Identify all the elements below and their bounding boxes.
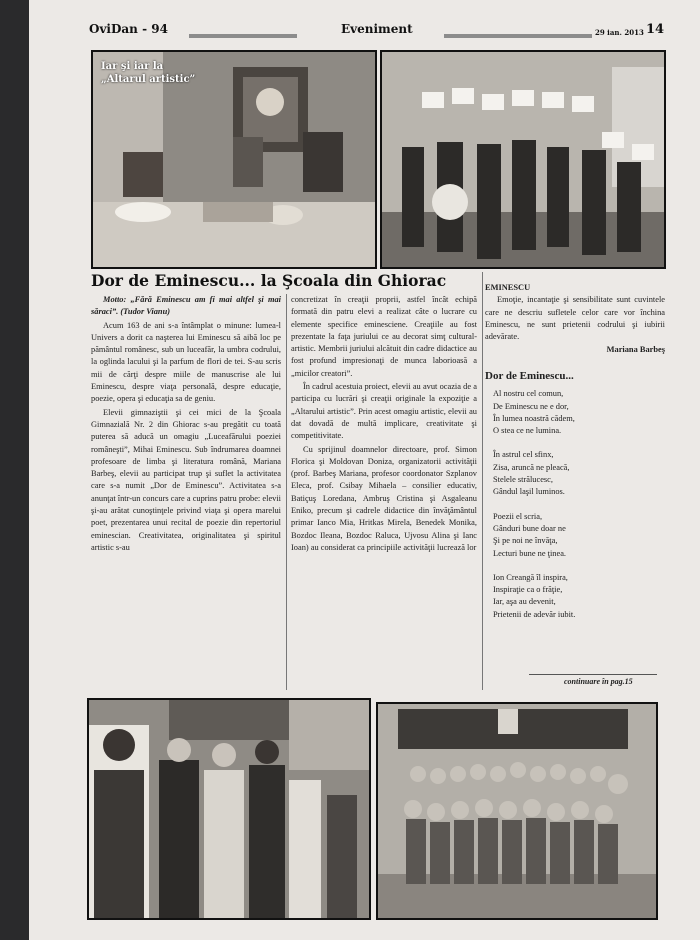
poem-line: Poezii el scria,: [493, 511, 543, 521]
article-paragraph: Elevii gimnaziştii şi cei mici de la Şcoala Gimnazială Nr. 2 din Ghiorac s-au pregătit cu toată puterea să aducă un omagiu „Luceafărului poeziei româneşti”, Mihai Eminescu. Sub îndrumarea doamnei profesoare de limba şi literatura română, Mariana Barbeş, elevii au participat trup şi suflet la activitatea care s-a numit „Dor de Eminescu”. Activitatea s-a anunţat într-un concurs care a cuprins patru probe: elevii şi-au arătat cunoştinţele privind viaţa şi opera marelui poet, prezentarea unui recital de poezie din repertoriul eminescian. Creativitatea, originalitatea şi spiritul artistic s-au: [91, 407, 281, 552]
article-column-1: [91, 294, 281, 690]
poem-line: Zisa, aruncă ne pleacă,: [493, 462, 570, 472]
continued-notice: continuare în pag.15: [564, 677, 633, 686]
publication-name: OviDan - 94: [89, 22, 168, 36]
newspaper-page: [29, 0, 700, 940]
poem-line: O stea ce ne lumina.: [493, 426, 562, 436]
class-group-image: [378, 704, 656, 918]
poem-line: Gândul laşil luminos.: [493, 487, 565, 497]
poem-line: Ion Creangă îl inspira,: [493, 572, 568, 582]
poem-stanza: [485, 449, 645, 498]
poem-line: Lecturi bune ne ţinea.: [493, 548, 567, 558]
poem-stanza: [485, 572, 645, 621]
poem-line: Prietenii de adevăr iubit.: [493, 609, 576, 619]
photo-exhibition: [91, 50, 377, 269]
page-number: 14: [646, 22, 665, 37]
poem-line: Gânduri bune doar ne: [493, 523, 566, 533]
poem-stanza: [485, 511, 645, 560]
article-paragraph: Acum 163 de ani s-a întâmplat o minune: lumea-l Univers a dorit ca naşterea lui Eminescu să aibă loc pe pământul românesc, sub un luceafăr, la umbra codrului, la oglinda lacului şi la parfum de flori de tei. S-au scris mii de cărţi despre miile de manuscrise ale lui Eminescu, despre viaţa personală, despre educaţie, poezie, opera şi educaţia sa de geniu.: [91, 320, 281, 404]
photo-students-papers: [380, 50, 666, 269]
photo-caption: Iar şi iar la „Altarul artistic”: [101, 61, 196, 85]
poem-title: Dor de Eminescu...: [485, 370, 574, 382]
article-column-3: [485, 282, 665, 367]
continued-rule: [529, 674, 657, 675]
poem-line: Şi pe noi ne învăţa,: [493, 536, 558, 546]
performance-image: [89, 700, 369, 918]
issue-date: 29 ian. 2013: [595, 28, 644, 37]
column-divider: [482, 272, 483, 690]
poem: [485, 370, 645, 633]
header-rule-left: [189, 34, 297, 38]
article-paragraph: Cu sprijinul doamnelor directoare, prof. Simon Florica şi Moldovan Doniza, organizatorii activităţii (prof. Barbeş Mariana, profesor coordonator Szplanov Eleca, prof. Csibay Mihaela – consilier educativ, Batiçuş Loredana, Ambruş Cristina şi Asgaleanu Eniko, precum şi cadrele didactice din învăţământul primar Ianco Mia, Hritkas Mirela, Benedek Monika, Bozdoc Ileana, Bozdoc Raluca, Ujvosu Alina şi Ianc Ioan) au considerat ca principiile activităţii lucrează lor: [291, 444, 477, 552]
article-motto: Motto: „Fără Eminescu am fi mai altfel şi mai săraci”. (Tudor Vianu): [91, 295, 281, 317]
poem-line: De Eminescu ne e dor,: [493, 401, 569, 411]
section-title: Eveniment: [341, 22, 413, 36]
article-title: Dor de Eminescu... la Şcoala din Ghiorac: [91, 271, 447, 290]
article-paragraph: Emoţie, incantaţie şi sensibilitate sunt cuvintele care ne descriu sufletele celor care vor închina Eminescu, ne sunt prietenii codrului şi iubirii adevărate.: [485, 295, 665, 342]
photo-performance: [87, 698, 371, 920]
article-paragraph: În cadrul acestuia proiect, elevii au avut ocazia de a participa cu lucrări şi creaţii originale la expoziţie a „Altarului artistic”. Prin acest omagiu artistic, elevii au dat dovadă de multă implicare, creativitate şi competitivitate.: [291, 382, 477, 441]
column-continued-word: EMINESCU: [485, 283, 531, 292]
poem-stanza: [485, 388, 645, 437]
article-column-2: [291, 294, 477, 690]
poem-line: În astrul cel sfinx,: [493, 450, 554, 460]
poem-line: Inspiraţie ca o frăţie,: [493, 585, 563, 595]
students-image: [382, 52, 664, 267]
column-divider: [286, 294, 287, 690]
header-rule-right: [444, 34, 592, 38]
poem-line: În lumea noastră cădem,: [493, 413, 575, 423]
poem-line: Al nostru cel comun,: [493, 389, 564, 399]
photo-class-group: [376, 702, 658, 920]
poem-line: Stelele strălucesc,: [493, 475, 553, 485]
author-signature: Mariana Barbeş: [606, 345, 665, 355]
poem-line: Iar, aşa au devenit,: [493, 597, 556, 607]
article-paragraph: concretizat în creaţii proprii, astfel încât echipă formată din patru elevi a realizat câte o lucrare cu elemente specifice eminesciene. Creaţiile au fost prezentate la faţa juriului ce au decorat simţ cultural-artistic. Membrii juriului alcătuit din cadre didactice au fost profund impresionaţi de munca laborioasă a „micilor creatori”.: [291, 295, 477, 378]
